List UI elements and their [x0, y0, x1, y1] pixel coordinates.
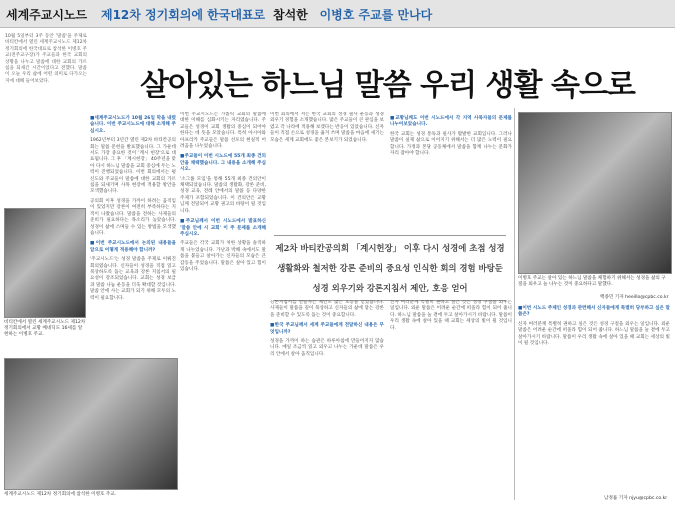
banner-text	[6, 6, 432, 23]
banner-subtitle: 제12차 정기회의에 한국대표로	[100, 8, 266, 22]
pope-meeting-photo	[4, 208, 86, 318]
article-column-4-top	[390, 112, 512, 230]
question-4: ■주교님께서 이번 시노드에서 발표하신 '말씀 안에 시 교회' 이 주 문제를 소개해 주십시오.	[180, 219, 266, 237]
answer-1c: '주교시노드'는 성경 말씀을 주제로 이뤄진 회의였습니다. 신자들이 성경을 직접 읽고 묵상하도록 돕는 교육과 강론 지침서의 필요성이 강조되었습니다. 교회는 성경 보급과 말씀 나눔 운동을 더욱 확대할 것입니다. 말씀 안에 사는 교회가 되기 위해 모두의 노력이 필요합니다.	[90, 257, 176, 301]
question-5: ■교황님께도 이번 시노드에서 각 지역 사목자들의 문제를 나누어보았습니다.	[390, 116, 512, 128]
question-7: ■이번 시노드 주제인 성경과 관련해서 신자들에게 특별히 당부하고 싶은 말씀은?	[518, 306, 670, 318]
photo-caption-right: 이병호 주교는 살아 있는 하느님 말씀을 체험하기 위해서는 성경을 삶의 구절을 외우고 늘 나누는 것이 중요하다고 말했다.	[518, 276, 666, 287]
answer-5a: 신자 여러분께 특별히 권하고 싶은 것은 성경 구절을 외우는 일입니다. 외운 말씀은 어려운 순간에 떠올라 힘이 되어 줍니다. 하느님 말씀을 늘 곁에 두고 살아가시기 바랍니다. 말씀이 우리 생활 속에 살아 있을 때 교회는 세상의 빛이 될 것입니다.	[518, 321, 670, 347]
answer-2c: 주교들은 각국 교회가 처한 상황을 솔직하게 나누었습니다. 가난과 박해 속에서도 말씀을 붙들고 살아가는 신자들의 모습은 큰 감동을 주었습니다. 말씀은 살아 있고 힘이 있습니다.	[180, 241, 266, 272]
answer-2b: '소그룹 모임'을 통해 55개 최종 건의안이 채택되었습니다. 말씀의 생활화, 강론 준비, 성경 교육, 전례 안에서의 말씀 등 다양한 주제가 포함되었습니다. 이 건의안은 교황님께 전달되어 교황 권고의 바탕이 될 것입니다.	[180, 176, 266, 214]
answer-4b: 신자 여러분께 특별히 권하고 싶은 것은 성경 구절을 외우는 일입니다. 외운 말씀은 어려운 순간에 떠올라 힘이 되어 줍니다. 하느님 말씀을 늘 곁에 두고 살아가시기 바랍니다. 말씀이 우리 생활 속에 살아 있을 때 교회는 세상의 빛이 될 것입니다.	[390, 300, 512, 331]
article-column-3-top	[270, 112, 384, 230]
article-column-3-bottom	[270, 300, 384, 495]
photo-caption-bottom: 세계주교시노드 제12차 정기회의에 참석한 이병호 주교.	[4, 492, 117, 497]
answer-3b: 강론지침서를 만들자는 제안도 많은 호응을 얻었습니다. 사제들이 말씀을 깊이 묵상하고 신자들의 삶에 닿는 강론을 준비할 수 있도록 돕는 것이 중요합니다.	[270, 300, 384, 318]
reporter-byline: 남정률 기자 njyu@cpbc.co.kr	[604, 496, 668, 501]
answer-1b: 공의회 이후 성경을 가까이 하려는 움직임이 있었지만 강론이 여전히 부족하다는 지적이 나왔습니다. 말씀을 전하는 사제들의 준비가 필요하다는 목소리가 높았습니다. 성경이 삶에 스며들 수 있는 방법을 모색했습니다.	[90, 198, 176, 236]
article-column-1	[90, 112, 176, 352]
banner-interviewee: 이병호 주교를 만나다	[319, 8, 433, 22]
banner-subtitle2: 참석한	[272, 8, 308, 22]
bishop-portrait-photo	[518, 112, 672, 274]
pull-quote: 제2차 바티칸공의회 「계시헌장」 이후 다시 성경에 초점 성경 생활화와 철저한 강론 준비의 중요성 인식한 회의 경험 바탕둔 성경 외우기와 강론지침서 제안, 호응 얻어	[274, 235, 506, 301]
answer-3a: 이번 회의에서 저는 한국 교회의 성경 필사 운동과 성경 외우기 경험을 소개했습니다. 많은 주교들이 큰 관심을 보였고 각 나라에 적용해 보겠다는 반응이 있었습니다. 신자들이 직접 손으로 성경을 옮겨 쓰며 말씀을 마음에 새기는 모습은 세계 교회에도 좋은 본보기가 되었습니다.	[270, 112, 384, 143]
answer-3c: 성경을 가까이 하는 습관은 하루아침에 만들어지지 않습니다. 매일 조금씩 읽고 외우고 나누는 가운데 말씀은 우리 안에서 살아 움직입니다.	[270, 339, 384, 357]
synod-assembly-photo	[4, 358, 178, 490]
page-title: 살아있는 하느님 말씀 우리 생활 속으로	[140, 68, 635, 103]
column-divider	[514, 108, 515, 500]
answer-4a: 한국 교회는 성경 통독과 필사가 활발한 교회입니다. 그러나 말씀이 실제 삶으로 이어지기 위해서는 더 많은 노력이 필요합니다. 가정과 본당 공동체에서 말씀을 함께 나누는 문화가 자리 잡아야 합니다.	[390, 131, 512, 157]
article-column-4-bottom	[390, 300, 512, 495]
article-column-5	[518, 302, 670, 490]
article-column-2	[180, 112, 266, 494]
photo-byline: 백종민 기자 heeillo@cpbc.co.kr	[600, 295, 669, 300]
lead-text: 10월 5일부터 3주 동안 '말씀'을 주제로 바티칸에서 열린 세계주교시노드 제12차 정기회의에 한국대표로 참석한 이병호 주교(전주교구장)가 주교들과 한국 교회의 상황을 나누고 말씀에 대한 교회의 가르침을 되새긴 시간이었다고 전했다. 말씀이 오늘 우리 삶에 어떤 의미로 다가오는지에 대해 들어보았다.	[5, 34, 87, 84]
answer-2a: 이번 주교시노드는 가톨릭 교회의 말씀에 대한 이해를 심화시키는 자리였습니다. 주교들은 성경이 교회 생활의 중심이 되어야 한다는 데 뜻을 모았습니다. 특히 아시아와 아프리카 주교들은 말씀 선포의 현실적 어려움을 나누었습니다.	[180, 112, 266, 150]
question-1: ■세계주교시노드가 10월 26일 막을 내렸습니다. 이번 주교시노드에 대해 소개해 주십시오.	[90, 116, 176, 134]
answer-1a: 1962년부터 3년간 열린 제2차 바티칸공의회는 말씀 문헌을 발표했습니다. 그 가운데서도 가장 중요한 것이 '계시 헌장'으로 대표됩니다. 그 후 「계시헌장」 40주년을 맞아 다시 하느님 말씀을 교회 중심에 두는 노력이 진행되었습니다. 이번 회의에서는 평신도와 주교들이 말씀에 대한 교회의 가르침을 되새기며 사목 현장에 적용할 방안을 모색했습니다.	[90, 138, 176, 195]
banner-kicker: 세계주교시노드	[6, 8, 88, 22]
question-3: ■주교들이 이번 시노드에 55개 최종 건의안을 채택했습니다. 그 내용을 소개해 주십시오.	[180, 154, 266, 173]
question-6: ■한국 주교님께서 세계 주교들에게 전달하신 내용은 무엇입니까?	[270, 323, 384, 335]
photo-caption-left: 비티칸에서 열린 세계주교시노드 제12차 정기회의에서 교황 베네딕도 16세를 알현하는 이병호 주교.	[4, 320, 86, 337]
header-divider	[0, 27, 675, 28]
question-2: ■이번 주교시노드에서 논의된 내용들을 알으로 어떻게 적용해야 합니까?	[90, 241, 176, 253]
